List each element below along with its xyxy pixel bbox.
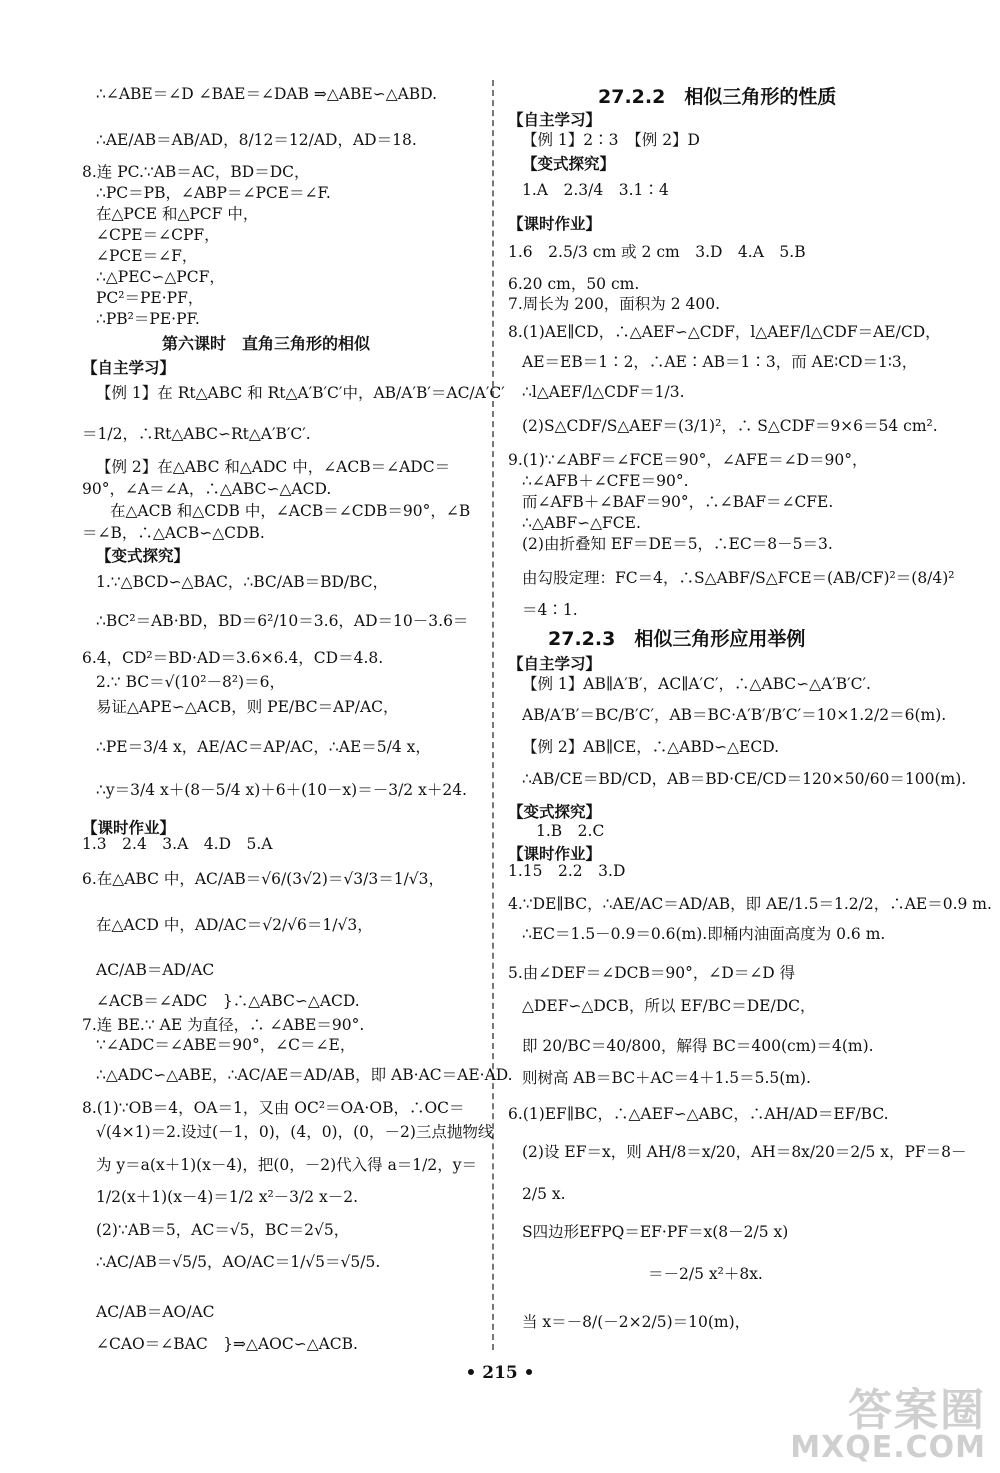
text-line: 1.6 2.5/3 cm 或 2 cm 3.D 4.A 5.B <box>508 243 806 261</box>
column-divider <box>492 80 494 1350</box>
text-line: △DEF∽△DCB，所以 EF/BC＝DE/DC， <box>522 997 816 1015</box>
watermark-top: 答案圈 <box>848 1385 986 1436</box>
text-line: 9.(1)∵∠ABF＝∠FCE＝90°，∠AFE＝∠D＝90°， <box>508 451 868 469</box>
text-line: 5.由∠DEF＝∠DCB＝90°，∠D＝∠D 得 <box>508 964 796 982</box>
watermark-bottom: MXQE.COM <box>790 1430 986 1465</box>
text-line: 即 20/BC＝40/800，解得 BC＝400(cm)＝4(m). <box>522 1037 874 1055</box>
text-line: ∴PE＝3/4 x，AE/AC＝AP/AC，∴AE＝5/4 x， <box>96 738 431 756</box>
text-line: S四边形EFPQ＝EF·PF＝x(8－2/5 x) <box>522 1223 789 1241</box>
text-line: ∴∠ABE＝∠D ∠BAE＝∠DAB ⇒△ABE∽△ABD. <box>96 85 438 103</box>
text-line: 2/5 x. <box>522 1185 566 1203</box>
text-line: ＝∠B，∴△ACB∽△CDB. <box>82 524 265 542</box>
text-line: 6.20 cm，50 cm. <box>508 275 640 293</box>
text-line: 90°，∠A＝∠A，∴△ABC∽△ACD. <box>82 480 332 498</box>
text-line: ∴△ADC∽△ABE，∴AC/AE＝AD/AB，即 AB·AC＝AE·AD. <box>96 1066 513 1084</box>
text-line: ∴BC²＝AB·BD，BD＝6²/10＝3.6，AD＝10－3.6＝ <box>96 612 469 630</box>
text-line: 为 y＝a(x＋1)(x－4)，把(0，－2)代入得 a＝1/2，y＝ <box>96 1156 478 1174</box>
text-line: 1.B 2.C <box>536 822 605 840</box>
text-line: 8.(1)∵OB＝4，OA＝1，又由 OC²＝OA·OB，∴OC＝ <box>82 1099 465 1117</box>
text-line: 4.∵DE∥BC，∴AE/AC＝AD/AB，即 AE/1.5＝1.2/2，∴AE＝0.9 m. <box>508 895 992 913</box>
text-line: 【例 2】AB∥CE，∴△ABD∽△ECD. <box>522 738 780 756</box>
text-line: 1.3 2.4 3.A 4.D 5.A <box>82 835 273 853</box>
text-line: ＝4∶1. <box>522 601 578 619</box>
text-line: AE＝EB＝1∶2，∴AE∶AB＝1∶3，而 AE∶CD＝1∶3， <box>522 353 918 371</box>
section-variant: 【变式探究】 <box>96 547 190 565</box>
text-line: ∴△PEC∽△PCF， <box>96 268 225 286</box>
text-line: 易证△APE∽△ACB，则 PE/BC＝AP/AC， <box>96 698 399 716</box>
text-line: (2)∵AB＝5，AC＝√5，BC＝2√5， <box>96 1221 350 1239</box>
text-line: ∴EC＝1.5－0.9＝0.6(m).即桶内油面高度为 0.6 m. <box>522 925 886 943</box>
text-line: 【例 1】2∶3 【例 2】D <box>522 131 700 149</box>
page-number: • 215 • <box>465 1363 535 1383</box>
section-title: 27.2.2 相似三角形的性质 <box>598 86 837 108</box>
section-homework: 【课时作业】 <box>508 845 602 863</box>
text-line: 在△ACD 中，AD/AC＝√2/√6＝1/√3， <box>96 916 373 934</box>
text-line: 2.∵ BC＝√(10²－8²)＝6， <box>96 673 285 691</box>
section-homework: 【课时作业】 <box>82 819 176 837</box>
text-line: ∠ACB＝∠ADC }∴△ABC∽△ACD. <box>96 992 360 1010</box>
text-line: (2)S△CDF/S△AEF＝(3/1)²，∴ S△CDF＝9×6＝54 cm². <box>522 417 938 435</box>
text-line: 而∠AFB＋∠BAF＝90°，∴∠BAF＝∠CFE. <box>522 493 834 511</box>
text-line: ∴∠AFB＋∠CFE＝90°. <box>522 472 689 490</box>
text-line: ＝1/2，∴Rt△ABC∽Rt△A′B′C′. <box>82 425 311 443</box>
text-line: 1.A 2.3/4 3.1∶4 <box>522 181 669 199</box>
text-line: AB/A′B′＝BC/B′C′，AB＝BC·A′B′/B′C′＝10×1.2/2＝6(m). <box>522 706 947 724</box>
text-line: 1/2(x＋1)(x－4)＝1/2 x²－3/2 x－2. <box>96 1188 359 1206</box>
text-line: ∵∠ADC＝∠ABE＝90°，∠C＝∠E， <box>96 1036 356 1054</box>
lesson-title: 第六课时 直角三角形的相似 <box>162 334 371 353</box>
text-line: PC²＝PE·PF， <box>96 289 204 307</box>
section-self-study: 【自主学习】 <box>82 359 176 377</box>
text-line: ∴l△AEF/l△CDF＝1/3. <box>522 383 685 401</box>
text-line: 1.∵△BCD∽△BAC，∴BC/AB＝BD/BC， <box>96 573 389 591</box>
text-line: 则树高 AB＝BC＋AC＝4＋1.5＝5.5(m). <box>522 1069 811 1087</box>
text-line: 7.周长为 200，面积为 2 400. <box>508 295 721 313</box>
text-line: 在△ACB 和△CDB 中，∠ACB＝∠CDB＝90°，∠B <box>110 502 471 520</box>
text-line: ∴PC＝PB，∠ABP＝∠PCE＝∠F. <box>96 184 331 202</box>
text-line: ∠CPE＝∠CPF， <box>96 226 220 244</box>
text-line: √(4×1)＝2.设过(－1，0)，(4，0)，(0，－2)三点抛物线 <box>96 1123 494 1141</box>
section-variant: 【变式探究】 <box>508 803 602 821</box>
text-line: 在△PCE 和△PCF 中， <box>96 205 259 223</box>
text-line: ＝－2/5 x²＋8x. <box>648 1265 763 1283</box>
text-line: 【例 1】AB∥A′B′，AC∥A′C′，∴△ABC∽△A′B′C′. <box>522 675 871 693</box>
section-self-study: 【自主学习】 <box>508 655 602 673</box>
text-line: 6.在△ABC 中，AC/AB＝√6/(3√2)＝√3/3＝1/√3， <box>82 870 445 888</box>
section-variant: 【变式探究】 <box>522 155 616 173</box>
text-line: ∴AE/AB＝AB/AD，8/12＝12/AD，AD＝18. <box>96 131 417 149</box>
text-line: 6.(1)EF∥BC，∴△AEF∽△ABC，∴AH/AD＝EF/BC. <box>508 1105 889 1123</box>
text-line: (2)由折叠知 EF＝DE＝5，∴EC＝8－5＝3. <box>522 535 833 553</box>
text-line: ∴y＝3/4 x＋(8－5/4 x)＋6＋(10－x)＝－3/2 x＋24. <box>96 781 467 799</box>
section-homework: 【课时作业】 <box>508 215 602 233</box>
text-line: 7.连 BE.∵ AE 为直径，∴ ∠ABE＝90°. <box>82 1016 365 1034</box>
text-line: 【例 2】在△ABC 和△ADC 中，∠ACB＝∠ADC＝ <box>96 458 451 476</box>
text-line: 当 x＝－8/(－2×2/5)＝10(m)， <box>522 1313 751 1331</box>
text-line: ∴AB/CE＝BD/CD，AB＝BD·CE/CD＝120×50/60＝100(m). <box>522 770 967 788</box>
text-line: 6.4，CD²＝BD·AD＝3.6×6.4，CD＝4.8. <box>82 649 384 667</box>
watermark <box>790 1385 986 1465</box>
text-line: ∠CAO＝∠BAC }⇒△AOC∽△ACB. <box>96 1335 358 1353</box>
text-line: AC/AB＝AO/AC <box>96 1303 215 1321</box>
text-line: (2)设 EF＝x，则 AH/8＝x/20，AH＝8x/20＝2/5 x，PF＝8－ <box>522 1143 967 1161</box>
text-line: ∴PB²＝PE·PF. <box>96 310 200 328</box>
text-line: 由勾股定理：FC＝4，∴S△ABF/S△FCE＝(AB/CF)²＝(8/4)² <box>522 569 955 587</box>
text-line: ∠PCE＝∠F， <box>96 247 198 265</box>
section-self-study: 【自主学习】 <box>508 111 602 129</box>
section-title: 27.2.3 相似三角形应用举例 <box>548 628 806 650</box>
text-line: 8.连 PC.∵AB＝AC，BD＝DC， <box>82 163 310 181</box>
text-line: 1.15 2.2 3.D <box>508 862 626 880</box>
text-line: ∴AC/AB＝√5/5，AO/AC＝1/√5＝√5/5. <box>96 1253 381 1271</box>
text-line: 8.(1)AE∥CD，∴△AEF∽△CDF，l△AEF/l△CDF＝AE/CD， <box>508 323 941 341</box>
text-line: ∴△ABF∽△FCE. <box>522 514 641 532</box>
text-line: 【例 1】在 Rt△ABC 和 Rt△A′B′C′中，AB/A′B′＝AC/A′C′ <box>96 384 505 402</box>
text-line: AC/AB＝AD/AC <box>96 961 215 979</box>
